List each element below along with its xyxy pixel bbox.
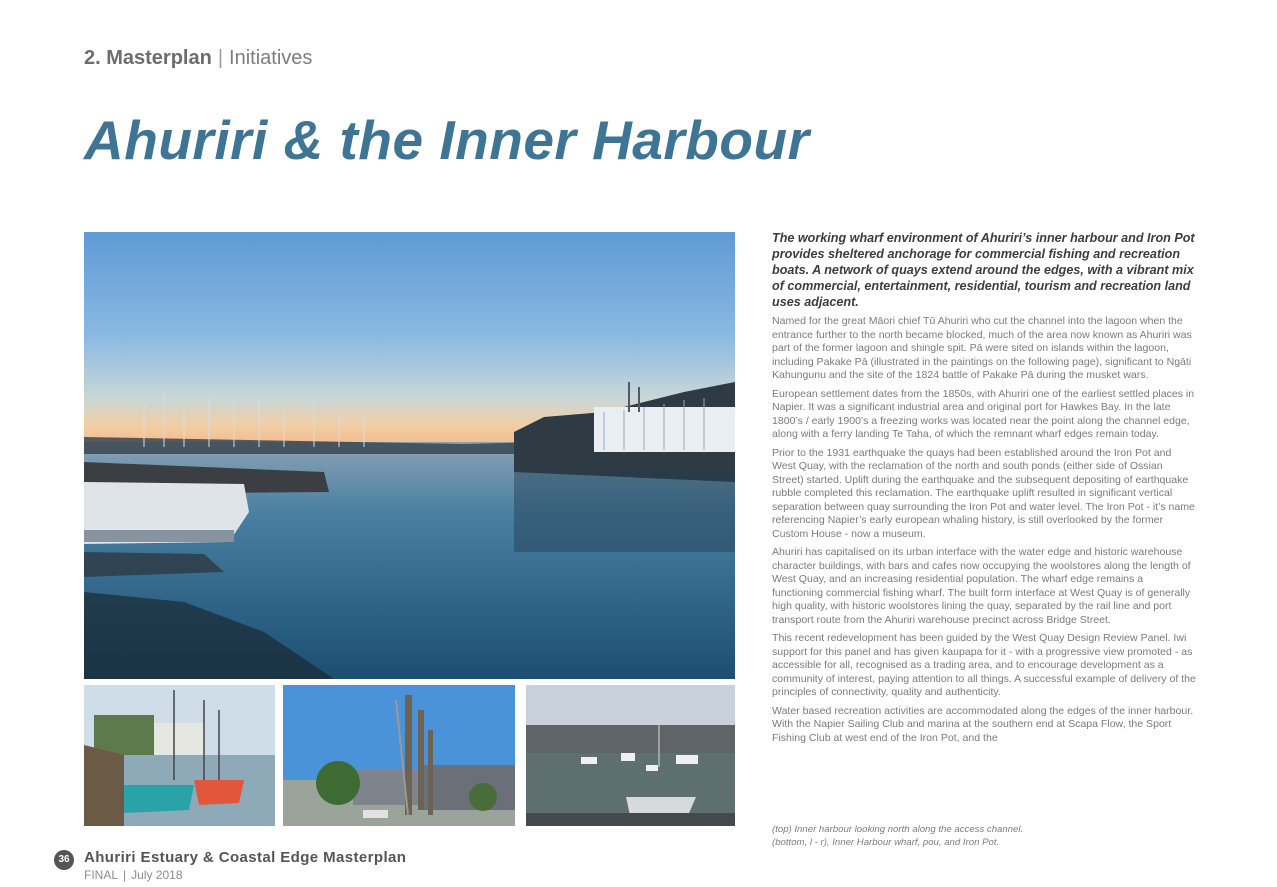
inner-harbour-photo	[84, 232, 735, 679]
iron-pot-illustration	[526, 685, 735, 826]
section-name: Initiatives	[229, 47, 313, 69]
heading-separator: |	[217, 47, 224, 69]
caption-bottom: (bottom, l - r), Inner Harbour wharf, pou, and Iron Pot.	[772, 836, 1000, 848]
photo-caption	[772, 824, 1192, 849]
body-paragraph: Named for the great Māori chief Tū Ahuriri who cut the channel into the lagoon when the entrance further to the north became blocked, much of the area now known as Ahuriri was part of the former lagoon and shingle spit. Pā were sited on islands within the lagoon, including Pakake Pā (illustrated in the paintings on the following page), significant to Ngāti Kahungunu and the site of the 1824 battle of Pakake Pā during the musket wars.	[772, 315, 1192, 381]
footer-document-title: Ahuriri Estuary & Coastal Edge Masterplan	[84, 849, 407, 866]
footer-date: July 2018	[131, 868, 183, 882]
section-number: 2. Masterplan	[84, 47, 212, 69]
body-paragraph: Water based recreation activities are accommodated along the edges of the inner harbour. With the Napier Sailing Club and marina at the southern end at Scapa Flow, the Sport Fishing Club at west end of the Iron Pot, and the	[772, 704, 1194, 744]
page-number-badge: 36	[54, 850, 74, 870]
footer-separator: |	[123, 868, 127, 882]
footer-status: FINAL	[84, 868, 119, 882]
body-paragraph: This recent redevelopment has been guided by the West Quay Design Review Panel. Iwi support for this panel and has given kaupapa for it - with a progressive view promoted - as accessible for all, recognised as a trading area, and to encourage development as a community of interest, paying attention to all things. A successful example of delivery of the principles of connectivity, quality and authenticity.	[772, 632, 1196, 698]
body-paragraph: European settlement dates from the 1850s, with Ahuriri one of the earliest settled places in Napier. It was a significant industrial area and original port for Hawkes Bay. In the late 1800’s / early 1900’s a freezing works was located near the point along the channel edge, along with a ferry landing Te Taha, of which the remnant wharf edges remain today.	[772, 387, 1195, 440]
section-heading	[84, 47, 312, 70]
wharf-illustration	[84, 685, 275, 826]
body-paragraph: Prior to the 1931 earthquake the quays had been established around the Iron Pot and West Quay, with the reclamation of the north and south ponds (either side of Ossian Street) started. Uplift during the earthquake and the subsequent depositing of earthquake rubble completed this reclamation. The earthquake uplift resulted in significant vertical separation between quay surrounding the Iron Pot and water level. The Iron Pot - it’s name referencing Napier’s early european whaling history, is still overlooked by the former Custom House - now a museum.	[772, 446, 1195, 540]
pou-photo	[283, 685, 515, 826]
inner-harbour-wharf-photo	[84, 685, 275, 826]
caption-top: (top) Inner harbour looking north along the access channel.	[772, 824, 1024, 835]
iron-pot-photo	[526, 685, 735, 826]
body-paragraph: Ahuriri has capitalised on its urban interface with the water edge and historic warehouse character buildings, with bars and cafes now occupying the woolstores along the length of West Quay, and an increasing residential population. The wharf edge remains a functioning commercial fishing wharf. The built form interface at West Quay is of generally high quality, with historic woolstores lining the quay, separated by the rail line and port transport route from the Ahuriri warehouse precinct across Bridge Street.	[772, 546, 1191, 626]
text-column	[772, 230, 1197, 750]
page-title: Ahuriri & the Inner Harbour	[84, 109, 810, 171]
intro-lead-paragraph: The working wharf environment of Ahuriri’s inner harbour and Iron Pot provides sheltered anchorage for commercial fishing and recreation boats. A network of quays extend around the edges, with a vibrant mix of commercial, entertainment, residential, tourism and recreation land uses adjacent.	[772, 231, 1195, 309]
pou-illustration	[283, 685, 515, 826]
footer-status-line	[84, 868, 183, 882]
inner-harbour-illustration	[84, 232, 735, 679]
